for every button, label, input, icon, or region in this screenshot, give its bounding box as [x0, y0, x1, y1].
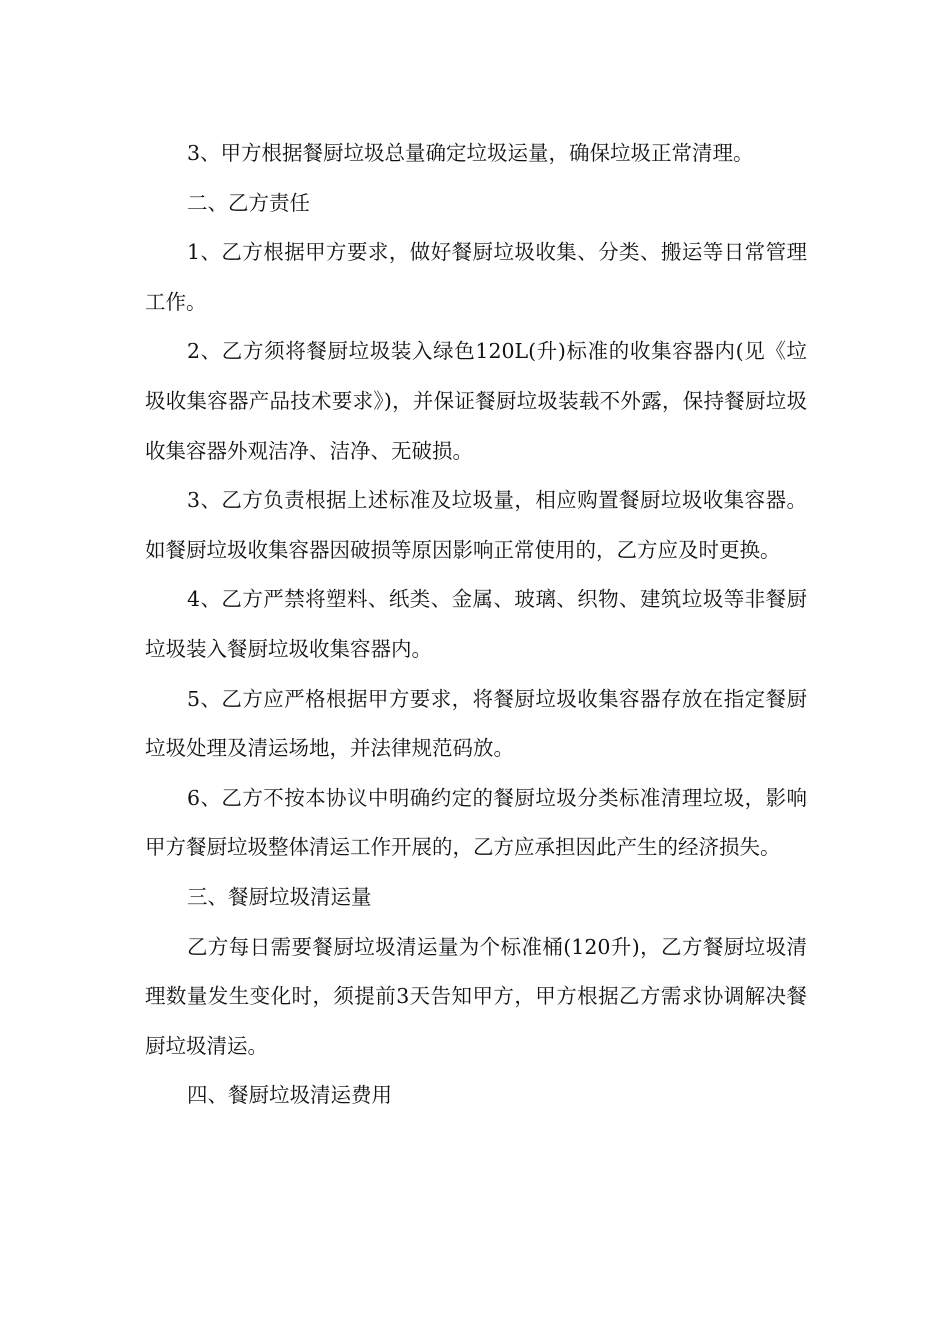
paragraph-clause-3-party-a: 3、甲方根据餐厨垃圾总量确定垃圾运量，确保垃圾正常清理。 — [187, 141, 754, 165]
paragraph-clause-2-party-b: 2、乙方须将餐厨垃圾装入绿色120L(升)标准的收集容器内(见《垃圾收集容器产品技术要求》)，并保证餐厨垃圾装载不外露，保持餐厨垃圾收集容器外观洁净、洁净、无破损。 — [145, 339, 807, 463]
heading-party-b-responsibility: 二、乙方责任 — [187, 190, 310, 215]
paragraph-clause-4-party-b: 4、乙方严禁将塑料、纸类、金属、玻璃、织物、建筑垃圾等非餐厨垃圾装入餐厨垃圾收集容器内。 — [145, 587, 807, 661]
paragraph-clause-1-party-b: 1、乙方根据甲方要求，做好餐厨垃圾收集、分类、搬运等日常管理工作。 — [145, 240, 807, 314]
paragraph-waste-volume: 乙方每日需要餐厨垃圾清运量为个标准桶(120升)，乙方餐厨垃圾清理数量发生变化时，须提前3天告知甲方，甲方根据乙方需求协调解决餐厨垃圾清运。 — [145, 934, 807, 1058]
paragraph-clause-5-party-b: 5、乙方应严格根据甲方要求，将餐厨垃圾收集容器存放在指定餐厨垃圾处理及清运场地，并法律规范码放。 — [145, 686, 807, 761]
paragraph-clause-3-party-b: 3、乙方负责根据上述标准及垃圾量，相应购置餐厨垃圾收集容器。如餐厨垃圾收集容器因破损等原因影响正常使用的，乙方应及时更换。 — [145, 488, 807, 562]
heading-waste-volume: 三、餐厨垃圾清运量 — [187, 884, 372, 909]
paragraph-clause-6-party-b: 6、乙方不按本协议中明确约定的餐厨垃圾分类标准清理垃圾，影响甲方餐厨垃圾整体清运工作开展的，乙方应承担因此产生的经济损失。 — [145, 785, 807, 860]
document-body — [145, 129, 807, 1121]
heading-waste-fees: 四、餐厨垃圾清运费用 — [187, 1083, 392, 1108]
